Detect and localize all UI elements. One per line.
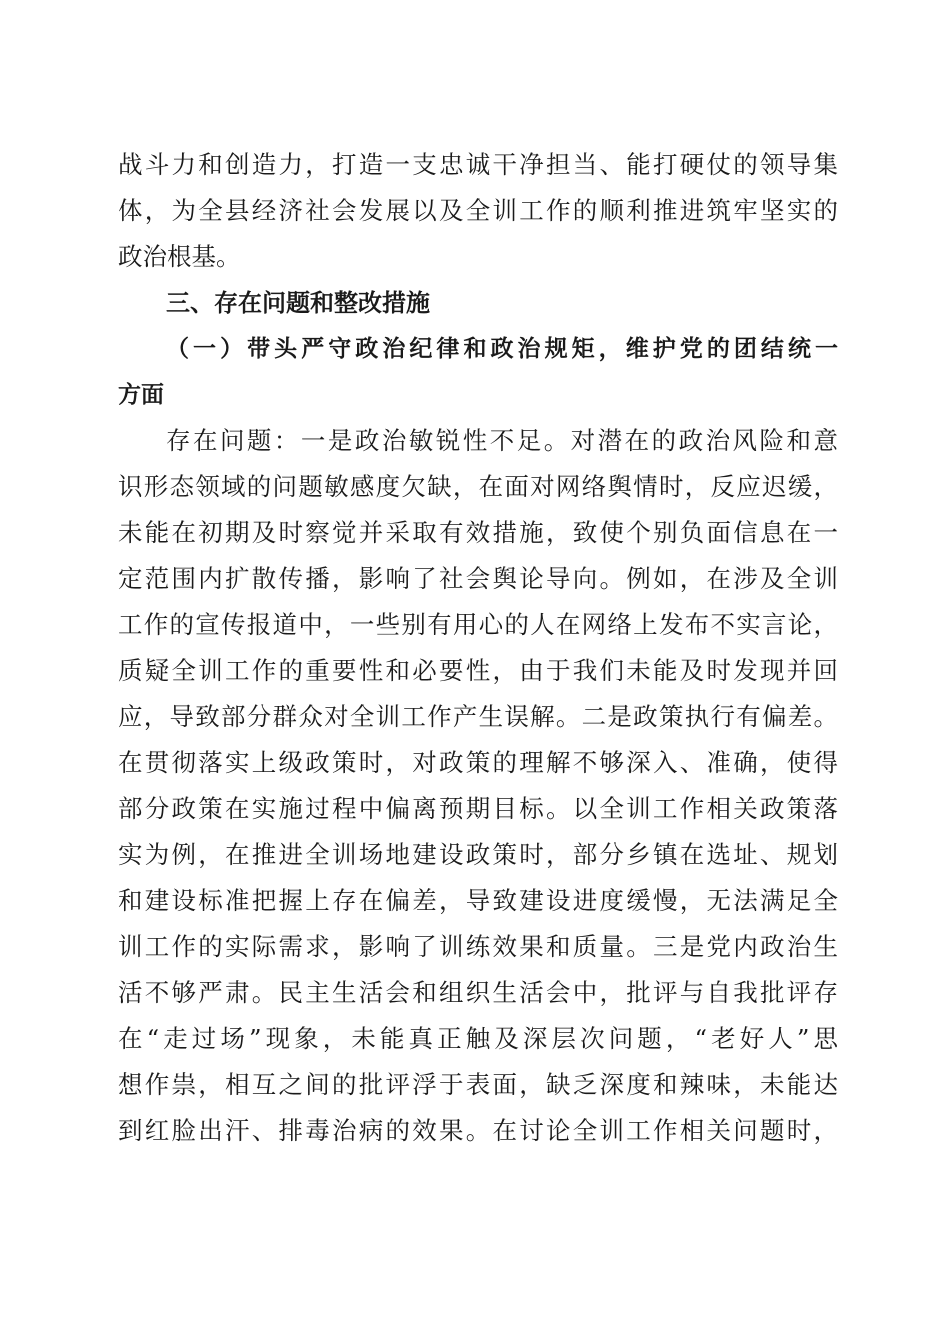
text-line: 活不够严肃。民主生活会和组织生活会中，批评与自我批评存 [118,978,838,1007]
text-line: 政治根基。 [118,242,241,271]
text-line: 到红脸出汗、排毒治病的效果。在讨论全训工作相关问题时， [118,1116,838,1145]
text-line: 工作的宣传报道中，一些别有用心的人在网络上发布不实言论， [118,610,838,639]
text-line: 质疑全训工作的重要性和必要性，由于我们未能及时发现并回 [118,656,838,685]
subsection-heading-line: （一）带头严守政治纪律和政治规矩，维护党的团结统一 [166,336,838,362]
text-line: 识形态领域的问题敏感度欠缺，在面对网络舆情时，反应迟缓， [118,472,838,501]
text-line: 和建设标准把握上存在偏差，导致建设进度缓慢，无法满足全 [118,886,838,915]
text-line: 在贯彻落实上级政策时，对政策的理解不够深入、准确，使得 [118,748,838,777]
text-line: 应，导致部分群众对全训工作产生误解。二是政策执行有偏差。 [118,702,838,731]
subsection-heading-line: 方面 [118,382,164,408]
text-line: 部分政策在实施过程中偏离预期目标。以全训工作相关政策落 [118,794,838,823]
text-line: 存在问题：一是政治敏锐性不足。对潜在的政治风险和意 [166,426,838,455]
text-line: 实为例，在推进全训场地建设政策时，部分乡镇在选址、规划 [118,840,838,869]
text-line: 训工作的实际需求，影响了训练效果和质量。三是党内政治生 [118,932,838,961]
text-line: 想作祟，相互之间的批评浮于表面，缺乏深度和辣味，未能达 [118,1070,838,1099]
text-line: 未能在初期及时察觉并采取有效措施，致使个别负面信息在一 [118,518,838,547]
subsection-heading-block [118,326,838,418]
paragraph-problems [118,418,838,1154]
text-line: 战斗力和创造力，打造一支忠诚干净担当、能打硬仗的领导集 [118,150,838,179]
text-line: 在“走过场”现象，未能真正触及深层次问题，“老好人”思 [118,1024,838,1053]
section-heading: 三、存在问题和整改措施 [166,289,430,317]
section-heading-block [118,280,838,326]
text-line: 定范围内扩散传播，影响了社会舆论导向。例如，在涉及全训 [118,564,838,593]
text-line: 体，为全县经济社会发展以及全训工作的顺利推进筑牢坚实的 [118,196,838,225]
paragraph-continuation [118,142,838,280]
